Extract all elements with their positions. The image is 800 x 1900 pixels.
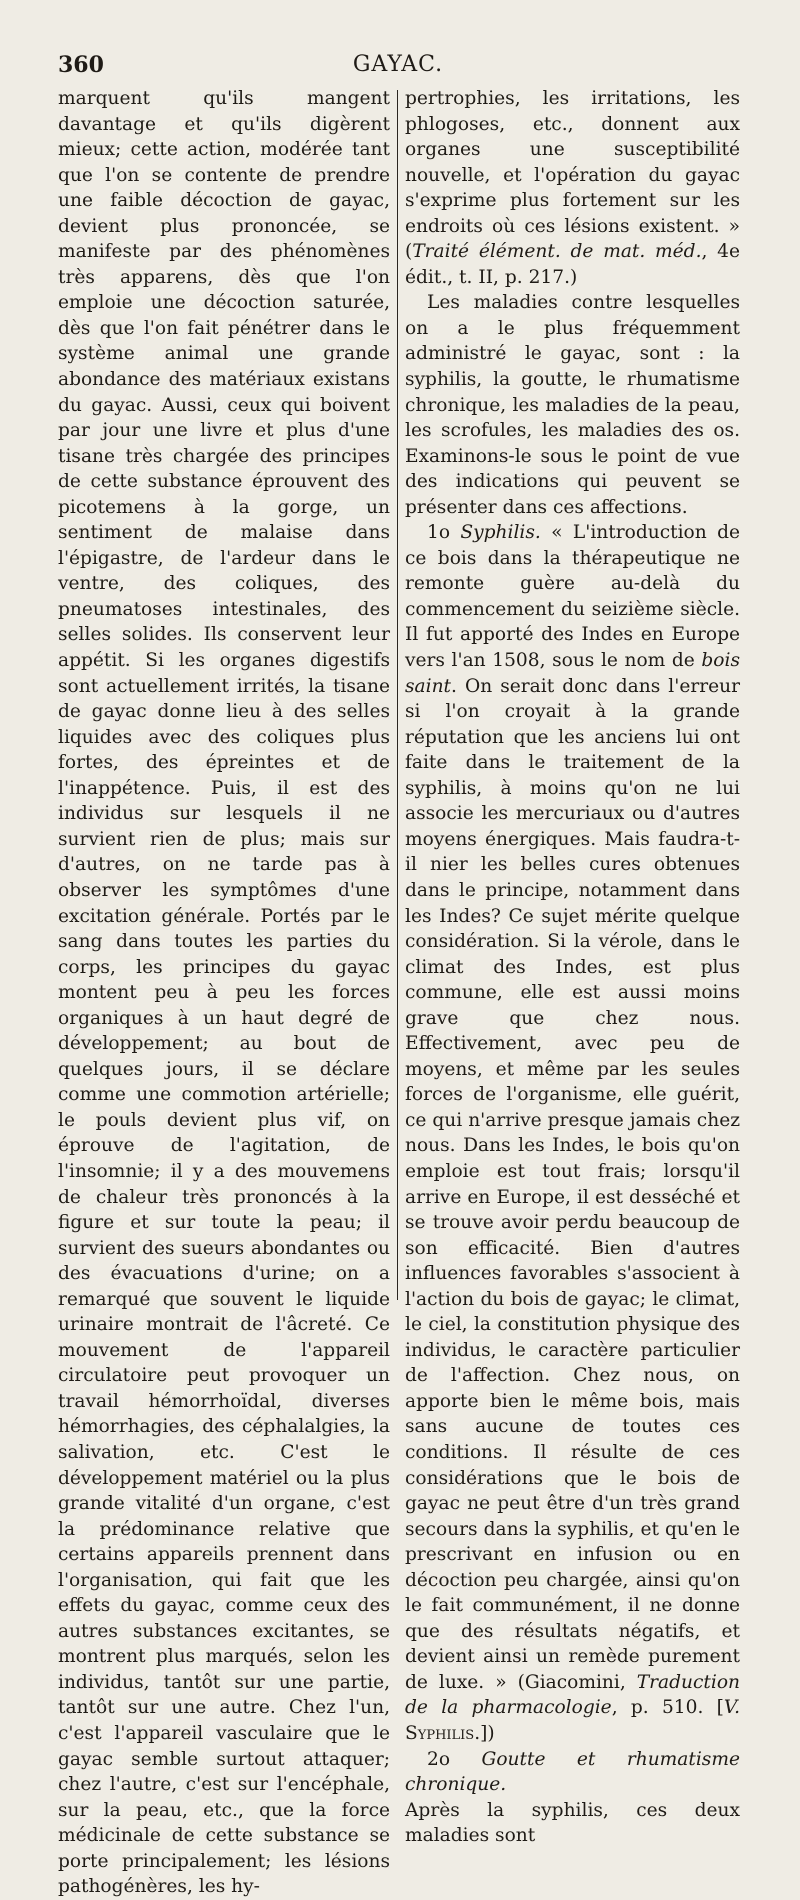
section-number: 2o — [427, 1748, 451, 1770]
paragraph-text: Après la syphilis, ces deux maladies sont — [405, 1799, 740, 1847]
citation-title: Traduction de la pharmacologie — [405, 1671, 740, 1719]
right-paragraph-1 — [405, 86, 740, 290]
left-column — [58, 86, 390, 1898]
section-goutte — [405, 1747, 740, 1849]
right-column — [405, 86, 741, 1847]
running-title: GAYAC. — [352, 52, 444, 77]
page-number: 360 — [58, 52, 104, 78]
citation-details: , p. 510. [ — [611, 1697, 724, 1719]
section-title: Syphilis. — [460, 522, 541, 544]
section-title: Goutte et rhumatisme chronique. — [405, 1748, 740, 1796]
paragraph-text: . On serait donc dans l'erreur si l'on croyait à la grande réputation que les anciens lui ont faite dans le traitement de la syphilis, à moins qu'on ne lui associe les mercuriaux ou d'autres moyens énergiques. Mais faudra-t-il nier les belles cures obtenues dans le principe, notamment dans les Indes? Ce sujet mérite quelque considération. Si la vérole, dans le climat des Indes, est plus commune, elle est aussi moins grave que chez nous. Effectivement, avec peu de moyens, et même par les seules forces de l'organisme, elle guérit, ce qui n'arrive presque jamais chez nous. Dans les Indes, le bois qu'on emploie est tout frais; lorsqu'il arrive en Europe, il est desséché et se trouve avoir perdu beaucoup de son efficacité. Bien d'autres influences favorables s'associent à l'action du bois de gayac; le climat, le ciel, la constitution physique des individus, le caractère particulier de l'affection. Chez nous, on apporte bien le même bois, mais sans aucune de toutes ces conditions. Il résulte de ces considérations que le bois de gayac ne peut être d'un très grand secours dans la syphilis, et qu'en le prescrivant en infusion ou en décoction peu chargée, ainsi qu'on le fait communément, il ne donne que des résultats négatifs, et devient ainsi un remède purement de luxe. » (Giacomini, — [405, 675, 740, 1693]
left-paragraph-1: marquent qu'ils mangent davantage et qu'ils digèrent mieux; cette action, modérée tant que l'on se contente de prendre une faible décoction de gayac, devient plus prononcée, se manifeste par des phénomènes très apparens, dès que l'on emploie une décoction saturée, dès que l'on fait pénétrer dans le système animal une grande abondance des matériaux existans du gayac. Aussi, ceux qui boivent par jour une livre et plus d'une tisane très chargée des principes de cette substance éprouvent des picotemens à la gorge, un sentiment de malaise dans l'épigastre, de l'ardeur dans le ventre, des coliques, des pneumatoses intestinales, des selles solides. Ils conservent leur appétit. Si les organes digestifs sont actuellement irrités, la tisane de gayac donne lieu à des selles liquides avec des coliques plus fortes, des épreintes et de l'inappétence. Puis, il est des individus sur lesquels il ne survient rien de plus; mais sur d'autres, on ne tarde pas à observer les symptômes d'une excitation générale. Portés par le sang dans toutes les parties du corps, les principes du gayac montent peu à peu les forces organiques à un haut degré de développement; au bout de quelques jours, il se déclare comme une commotion artérielle; le pouls devient plus vif, on éprouve de l'agitation, de l'insomnie; il y a des mouvemens de chaleur très prononcés à la figure et sur toute la peau; il survient des sueurs abondantes ou des évacuations d'urine; on a remarqué que souvent le liquide urinaire montrait de l'âcreté. Ce mouvement de l'appareil circulatoire peut provoquer un travail hémorrhoïdal, diverses hémorrhagies, des céphalalgies, la salivation, etc. C'est le développement matériel ou la plus grande vitalité d'un organe, c'est la prédominance relative que certains appareils prennent dans l'organisation, qui fait que les effets du gayac, comme ceux des autres substances excitantes, se montrent plus marqués, selon les individus, tantôt sur une partie, tantôt sur une autre. Chez l'un, c'est l'appareil vasculaire que le gayac semble surtout attaquer; chez l'autre, c'est sur l'encéphale, sur la peau, etc., que la force médicinale de cette substance se porte principalement; les lésions pathogénères, les hy- — [58, 88, 390, 1898]
right-paragraph-2: Les maladies contre lesquelles on a le plus fréquemment administré le gayac, sont : la syphilis, la goutte, le rhumatisme chronique, les maladies de la peau, les scrofules, les maladies des os. Examinons-le sous le point de vue des indications qui peuvent se présenter dans ces affections. — [405, 292, 740, 518]
cross-reference-target: Syphilis — [405, 1723, 475, 1744]
citation-close: .]) — [474, 1723, 495, 1744]
section-syphilis — [405, 520, 740, 1746]
citation-title: Traité élément. de mat. méd. — [412, 241, 702, 263]
section-number: 1o — [427, 522, 451, 544]
page-header — [58, 52, 738, 84]
cross-reference-marker: V. — [723, 1697, 741, 1719]
citation-details: , 4e édit., t. II, p. 217.) — [405, 241, 741, 288]
emphasized-term: bois saint — [405, 650, 740, 697]
column-divider — [397, 90, 398, 1300]
paragraph-text: « L'introduction de ce bois dans la thérapeutique ne remonte guère au-delà du commencement du seizième siècle. Il fut apporté des Indes en Europe vers l'an 1508, sous le nom de — [405, 522, 740, 672]
paragraph-text: pertrophies, les irritations, les phlogoses, etc., donnent aux organes une susceptibilité nouvelle, et l'opération du gayac s'exprime plus fortement sur les endroits où ces lésions existent. » ( — [405, 88, 740, 263]
